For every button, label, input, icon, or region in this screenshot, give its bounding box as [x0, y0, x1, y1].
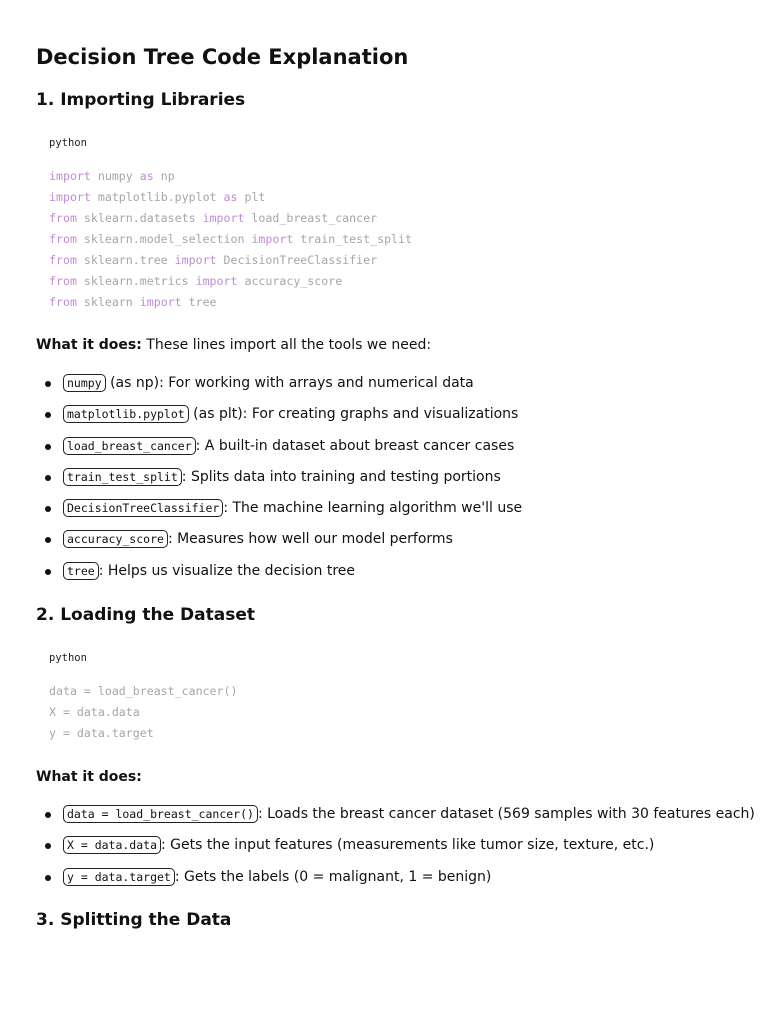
inline-code: matplotlib.pyplot	[63, 405, 189, 423]
what-it-does-label: What it does:	[36, 337, 142, 353]
list-item	[36, 404, 522, 435]
list-item-text: : The machine learning algorithm we'll use	[223, 500, 523, 517]
code-line	[49, 166, 412, 187]
code-keyword: as	[139, 169, 154, 183]
inline-code: numpy	[63, 374, 106, 392]
code-keyword: as	[223, 190, 238, 204]
code-keyword: import	[202, 211, 245, 225]
code-text: plt	[237, 190, 266, 204]
code-block-imports	[36, 136, 726, 316]
code-text: accuracy_score	[237, 274, 343, 288]
list-item-text: : Loads the breast cancer dataset (569 samples with 30 features each)	[257, 806, 755, 822]
section-heading-loading-dataset: 2. Loading the Dataset	[36, 605, 256, 625]
list-item	[36, 835, 755, 866]
code-line	[49, 271, 412, 292]
code-keyword: import	[49, 169, 91, 183]
list-item	[36, 436, 522, 467]
inline-code: y = data.target	[63, 868, 175, 886]
list-item	[36, 498, 522, 529]
code-text: tree	[181, 295, 217, 309]
list-item	[36, 529, 522, 560]
import-bullet-list	[36, 373, 522, 592]
code-text: matplotlib.pyplot	[90, 190, 224, 204]
inline-code: accuracy_score	[63, 530, 168, 548]
code-text: sklearn	[76, 295, 140, 309]
code-keyword: from	[49, 295, 77, 309]
code-line	[49, 702, 237, 723]
code-lines	[49, 166, 412, 313]
code-line	[49, 250, 412, 271]
code-text: sklearn.datasets	[76, 211, 203, 225]
code-keyword: from	[49, 211, 77, 225]
code-text: sklearn.metrics	[76, 274, 196, 288]
list-item	[36, 373, 522, 404]
inline-code: data = load_breast_cancer()	[63, 805, 258, 823]
code-lines	[49, 681, 237, 744]
code-line	[49, 681, 237, 702]
code-text: y = data.target	[49, 726, 154, 740]
inline-code: load_breast_cancer	[63, 437, 196, 455]
code-line	[49, 723, 237, 744]
inline-code: X = data.data	[63, 836, 161, 854]
list-item	[36, 804, 755, 835]
code-text: load_breast_cancer	[244, 211, 378, 225]
loading-bullet-list	[36, 804, 755, 898]
what-it-does-text: These lines import all the tools we need:	[141, 337, 432, 353]
list-item-text: : Gets the labels (0 = malignant, 1 = benign)	[174, 868, 492, 885]
code-text: DecisionTreeClassifier	[216, 253, 378, 267]
code-text: X = data.data	[49, 705, 140, 719]
what-it-does-label: What it does:	[36, 769, 142, 785]
code-keyword: from	[49, 253, 77, 267]
code-keyword: import	[139, 295, 182, 309]
list-item	[36, 867, 755, 898]
what-it-does-paragraph	[36, 335, 431, 355]
code-text: train_test_split	[293, 232, 412, 246]
code-keyword: import	[174, 253, 217, 267]
code-keyword: import	[195, 274, 238, 288]
code-keyword: from	[49, 232, 77, 246]
code-text: data = load_breast_cancer()	[49, 684, 238, 698]
list-item	[36, 561, 522, 592]
code-keyword: import	[251, 232, 294, 246]
list-item-text: : A built-in dataset about breast cancer cases	[195, 437, 515, 454]
code-keyword: import	[49, 190, 91, 204]
code-text: numpy	[90, 169, 140, 183]
code-line	[49, 208, 412, 229]
list-item-text: (as plt): For creating graphs and visualizations	[188, 406, 519, 423]
code-line	[49, 229, 412, 250]
list-item-text: : Measures how well our model performs	[167, 531, 453, 548]
section-heading-importing-libraries: 1. Importing Libraries	[36, 90, 246, 110]
page-title: Decision Tree Code Explanation	[36, 45, 409, 69]
inline-code: DecisionTreeClassifier	[63, 499, 223, 517]
code-text: np	[153, 169, 175, 183]
what-it-does-paragraph	[36, 767, 142, 787]
code-line	[49, 187, 412, 208]
code-language-label: python	[49, 137, 87, 149]
section-heading-splitting-data: 3. Splitting the Data	[36, 910, 232, 930]
list-item-text: (as np): For working with arrays and numerical data	[105, 375, 474, 391]
code-block-loading	[36, 651, 726, 751]
code-keyword: from	[49, 274, 77, 288]
list-item-text: : Helps us visualize the decision tree	[98, 562, 356, 579]
list-item	[36, 467, 522, 498]
code-text: sklearn.model_selection	[76, 232, 252, 246]
inline-code: tree	[63, 562, 99, 580]
code-language-label: python	[49, 652, 87, 664]
list-item-text: : Splits data into training and testing portions	[181, 468, 501, 485]
code-text: sklearn.tree	[76, 253, 175, 267]
inline-code: train_test_split	[63, 468, 182, 486]
code-line	[49, 292, 412, 313]
list-item-text: : Gets the input features (measurements like tumor size, texture, etc.)	[161, 837, 655, 854]
